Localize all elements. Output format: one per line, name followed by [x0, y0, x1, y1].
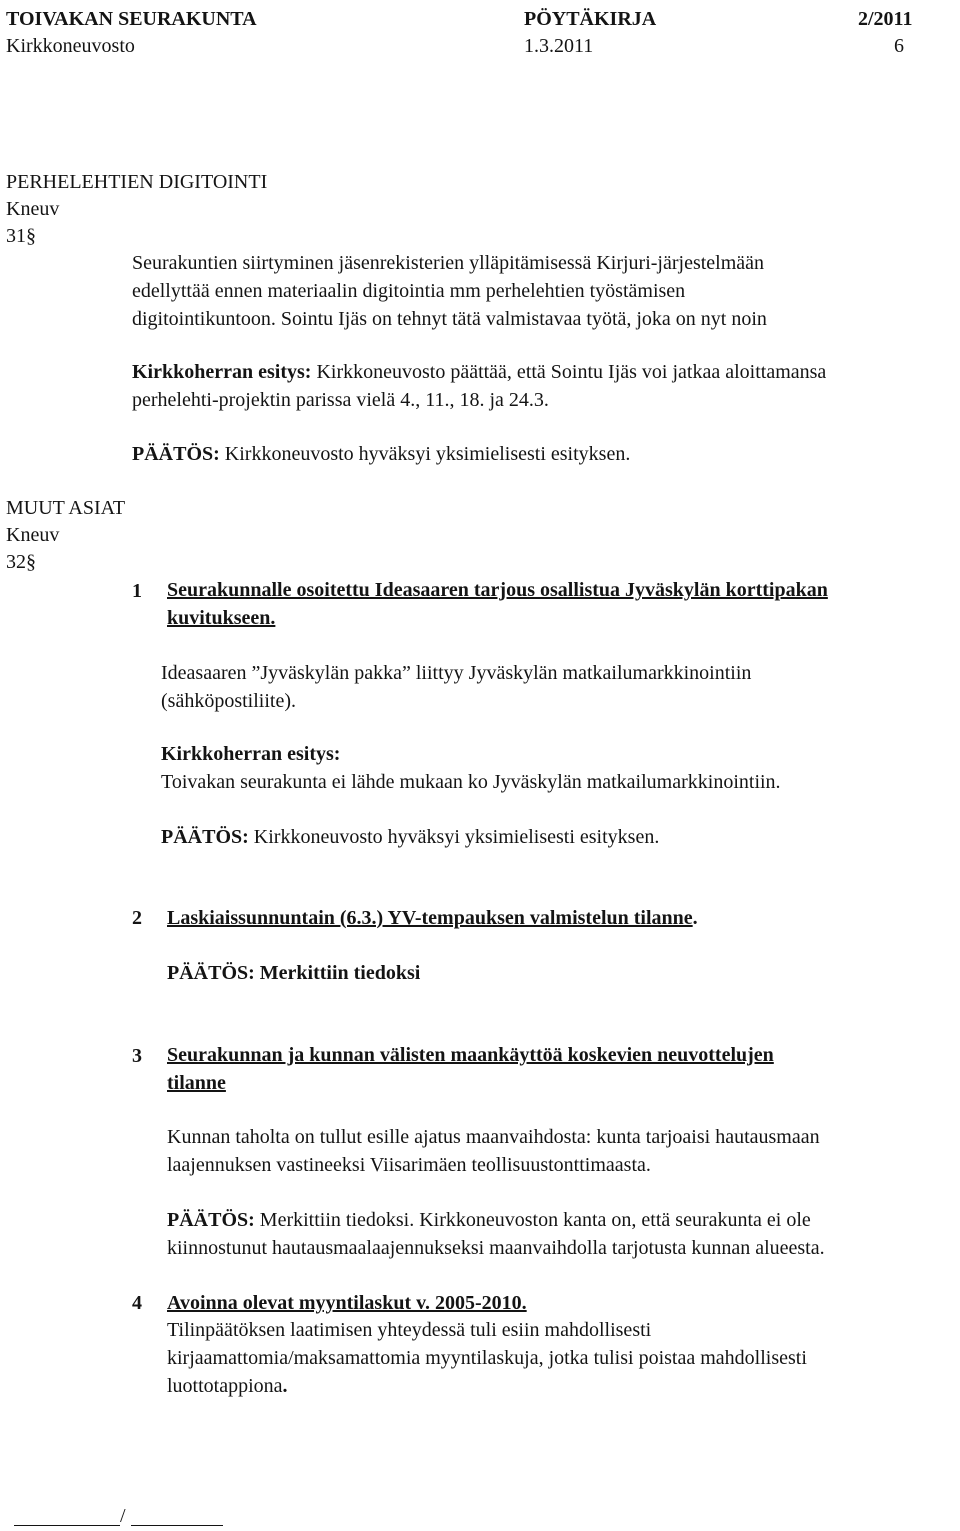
signature-line-left — [14, 1525, 120, 1526]
decision-text: Kirkkoneuvosto hyväksyi yksimielisesti esityksen. — [219, 443, 631, 465]
item2-heading-tail: . — [692, 907, 698, 929]
section31-proposal-line-2: perhelehti-projektin parissa vielä 4., 11., 18. ja 24.3. — [132, 389, 549, 411]
item3-number: 3 — [132, 1045, 142, 1067]
item3-body-line-2: laajennuksen vastineeksi Viisarimäen teollisuustonttimaasta. — [167, 1154, 651, 1176]
item2-heading-text: Laskiaissunnuntain (6.3.) YV-tempauksen valmistelun tilanne — [167, 907, 693, 929]
decision-text: Merkittiin tiedoksi. Kirkkoneuvoston kanta on, että seurakunta ei ole — [254, 1209, 811, 1231]
item4-body-line-3 — [167, 1372, 807, 1400]
item1-proposal-label: Kirkkoherran esitys: — [161, 743, 341, 765]
section32-title: MUUT ASIAT — [6, 497, 126, 519]
item1-body-line-2: (sähköpostiliite). — [161, 690, 296, 712]
paragraph-sign-icon: § — [26, 551, 36, 573]
section31-kneuv: Kneuv — [6, 198, 60, 220]
item3-body-line-1: Kunnan taholta on tullut esille ajatus maanvaihdosta: kunta tarjoaisi hautausmaan — [167, 1126, 820, 1148]
section32-number — [6, 549, 36, 575]
section31-proposal-line-1 — [132, 358, 826, 386]
item1-number: 1 — [132, 580, 142, 602]
item1-heading-line-2: kuvitukseen. — [167, 607, 276, 629]
section31-title: PERHELEHTIEN DIGITOINTI — [6, 171, 268, 193]
item4-body-line-1: Tilinpäätöksen laatimisen yhteydessä tuli esiin mahdollisesti — [167, 1319, 652, 1341]
item4-body-line-3-text: luottotappiona — [167, 1375, 283, 1397]
decision-label: PÄÄTÖS: — [161, 826, 249, 848]
item4-body-line-2: kirjaamattomia/maksamattomia myyntilaskuja, jotka tulisi poistaa mahdollisesti — [167, 1347, 807, 1369]
item1-body — [161, 659, 751, 715]
decision-text: Kirkkoneuvosto hyväksyi yksimielisesti esityksen. — [248, 826, 660, 848]
header-body: Kirkkoneuvosto — [6, 35, 135, 57]
item1-heading — [167, 576, 828, 632]
item4-heading: Avoinna olevat myyntilaskut v. 2005-2010. — [167, 1292, 527, 1314]
item3-decision — [167, 1206, 825, 1262]
item1-decision — [161, 824, 659, 850]
item3-heading — [167, 1041, 774, 1097]
decision-label: PÄÄTÖS: — [167, 1209, 255, 1231]
item4-body-line-3-tail: . — [282, 1375, 288, 1397]
section31-body — [132, 249, 767, 333]
decision-label: PÄÄTÖS: — [132, 443, 220, 465]
header-page: 6 — [894, 35, 904, 57]
section31-proposal — [132, 358, 826, 414]
section31-decision — [132, 441, 630, 467]
section31-number-value: 31 — [6, 225, 26, 247]
section31-number — [6, 223, 36, 249]
item1-proposal-text: Toivakan seurakunta ei lähde mukaan ko Jyväskylän matkailumarkkinointiin. — [161, 771, 781, 793]
header-date: 1.3.2011 — [524, 35, 594, 57]
paragraph-sign-icon: § — [26, 225, 36, 247]
signature-line-right — [131, 1525, 223, 1526]
item4-number: 4 — [132, 1292, 142, 1314]
item2-decision: PÄÄTÖS: Merkittiin tiedoksi — [167, 962, 421, 984]
header-doc-number: 2/2011 — [858, 8, 913, 30]
item3-body — [167, 1123, 820, 1179]
item2-number: 2 — [132, 907, 142, 929]
item1-body-line-1: Ideasaaren ”Jyväskylän pakka” liittyy Jyväskylän matkailumarkkinointiin — [161, 662, 752, 684]
header-doc-type: PÖYTÄKIRJA — [524, 8, 657, 30]
proposal-text: Kirkkoneuvosto päättää, että Sointu Ijäs voi jatkaa aloittamansa — [311, 361, 827, 383]
item3-decision-line-1 — [167, 1206, 825, 1234]
section31-line-3: digitointikuntoon. Sointu Ijäs on tehnyt tätä valmistavaa työtä, joka on nyt noin — [132, 308, 767, 330]
item2-heading — [167, 905, 698, 931]
section31-line-2: edellyttää ennen materiaalin digitointia mm perhelehtien työstämisen — [132, 280, 686, 302]
header-org: TOIVAKAN SEURAKUNTA — [6, 8, 257, 30]
item1-heading-line-1: Seurakunnalle osoitettu Ideasaaren tarjous osallistua Jyväskylän korttipakan — [167, 579, 828, 601]
section32-kneuv: Kneuv — [6, 524, 60, 546]
item3-heading-line-1: Seurakunnan ja kunnan välisten maankäyttöä koskevien neuvottelujen — [167, 1044, 774, 1066]
item3-heading-line-2: tilanne — [167, 1072, 226, 1094]
item3-decision-line-2: kiinnostunut hautausmaalaajennukseksi maanvaihdolla tarjotusta kunnan alueesta. — [167, 1237, 825, 1259]
proposal-label: Kirkkoherran esitys: — [132, 361, 312, 383]
section32-number-value: 32 — [6, 551, 26, 573]
item4-body — [167, 1316, 807, 1400]
signature-slash: / — [120, 1505, 126, 1527]
item1-proposal — [161, 740, 781, 796]
section31-line-1: Seurakuntien siirtyminen jäsenrekisterien ylläpitämisessä Kirjuri-järjestelmään — [132, 252, 765, 274]
